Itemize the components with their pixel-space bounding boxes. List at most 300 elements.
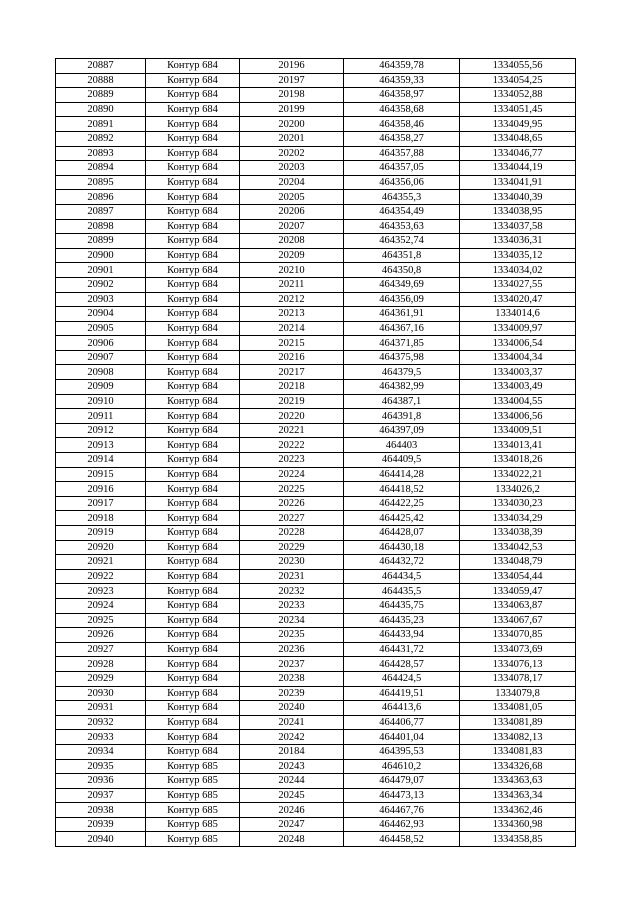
x-coordinate-cell: 464351,8 xyxy=(344,248,460,263)
x-coordinate-cell: 464352,74 xyxy=(344,234,460,249)
contour-cell: Контур 684 xyxy=(146,584,240,599)
table-row xyxy=(56,438,576,453)
y-coordinate-cell: 1334034,29 xyxy=(460,511,576,526)
contour-cell: Контур 684 xyxy=(146,307,240,322)
contour-cell: Контур 684 xyxy=(146,526,240,541)
table-row xyxy=(56,642,576,657)
vertex-number-cell: 20207 xyxy=(240,219,344,234)
x-coordinate-cell: 464414,28 xyxy=(344,467,460,482)
y-coordinate-cell: 1334052,88 xyxy=(460,88,576,103)
x-coordinate-cell: 464359,78 xyxy=(344,59,460,74)
table-row xyxy=(56,73,576,88)
vertex-number-cell: 20238 xyxy=(240,671,344,686)
x-coordinate-cell: 464435,5 xyxy=(344,584,460,599)
y-coordinate-cell: 1334078,17 xyxy=(460,671,576,686)
point-number-cell: 20924 xyxy=(56,598,146,613)
vertex-number-cell: 20237 xyxy=(240,657,344,672)
y-coordinate-cell: 1334009,97 xyxy=(460,321,576,336)
y-coordinate-cell: 1334362,46 xyxy=(460,803,576,818)
point-number-cell: 20889 xyxy=(56,88,146,103)
x-coordinate-cell: 464432,72 xyxy=(344,555,460,570)
point-number-cell: 20917 xyxy=(56,496,146,511)
x-coordinate-cell: 464387,1 xyxy=(344,394,460,409)
y-coordinate-cell: 1334035,12 xyxy=(460,248,576,263)
contour-cell: Контур 684 xyxy=(146,190,240,205)
point-number-cell: 20907 xyxy=(56,350,146,365)
table-row xyxy=(56,482,576,497)
point-number-cell: 20937 xyxy=(56,788,146,803)
vertex-number-cell: 20236 xyxy=(240,642,344,657)
vertex-number-cell: 20213 xyxy=(240,307,344,322)
table-row xyxy=(56,613,576,628)
contour-cell: Контур 684 xyxy=(146,102,240,117)
x-coordinate-cell: 464349,69 xyxy=(344,277,460,292)
contour-cell: Контур 684 xyxy=(146,715,240,730)
contour-cell: Контур 684 xyxy=(146,628,240,643)
x-coordinate-cell: 464357,05 xyxy=(344,161,460,176)
point-number-cell: 20908 xyxy=(56,365,146,380)
vertex-number-cell: 20217 xyxy=(240,365,344,380)
contour-cell: Контур 684 xyxy=(146,613,240,628)
y-coordinate-cell: 1334054,44 xyxy=(460,569,576,584)
x-coordinate-cell: 464406,77 xyxy=(344,715,460,730)
vertex-number-cell: 20201 xyxy=(240,131,344,146)
table-row xyxy=(56,584,576,599)
contour-cell: Контур 684 xyxy=(146,496,240,511)
vertex-number-cell: 20221 xyxy=(240,423,344,438)
y-coordinate-cell: 1334020,47 xyxy=(460,292,576,307)
table-row xyxy=(56,263,576,278)
point-number-cell: 20921 xyxy=(56,555,146,570)
point-number-cell: 20896 xyxy=(56,190,146,205)
vertex-number-cell: 20214 xyxy=(240,321,344,336)
table-row xyxy=(56,175,576,190)
point-number-cell: 20936 xyxy=(56,774,146,789)
x-coordinate-cell: 464435,75 xyxy=(344,598,460,613)
table-row xyxy=(56,598,576,613)
vertex-number-cell: 20215 xyxy=(240,336,344,351)
table-row xyxy=(56,788,576,803)
x-coordinate-cell: 464403 xyxy=(344,438,460,453)
table-row xyxy=(56,701,576,716)
y-coordinate-cell: 1334009,51 xyxy=(460,423,576,438)
point-number-cell: 20897 xyxy=(56,204,146,219)
point-number-cell: 20940 xyxy=(56,832,146,847)
contour-cell: Контур 684 xyxy=(146,204,240,219)
vertex-number-cell: 20212 xyxy=(240,292,344,307)
vertex-number-cell: 20244 xyxy=(240,774,344,789)
y-coordinate-cell: 1334027,55 xyxy=(460,277,576,292)
contour-cell: Контур 684 xyxy=(146,671,240,686)
vertex-number-cell: 20205 xyxy=(240,190,344,205)
y-coordinate-cell: 1334003,49 xyxy=(460,380,576,395)
contour-cell: Контур 684 xyxy=(146,540,240,555)
table-row xyxy=(56,817,576,832)
vertex-number-cell: 20218 xyxy=(240,380,344,395)
contour-cell: Контур 684 xyxy=(146,482,240,497)
contour-cell: Контур 684 xyxy=(146,467,240,482)
contour-cell: Контур 684 xyxy=(146,88,240,103)
point-number-cell: 20933 xyxy=(56,730,146,745)
vertex-number-cell: 20200 xyxy=(240,117,344,132)
contour-cell: Контур 684 xyxy=(146,336,240,351)
vertex-number-cell: 20203 xyxy=(240,161,344,176)
y-coordinate-cell: 1334326,68 xyxy=(460,759,576,774)
y-coordinate-cell: 1334070,85 xyxy=(460,628,576,643)
x-coordinate-cell: 464375,98 xyxy=(344,350,460,365)
point-number-cell: 20935 xyxy=(56,759,146,774)
x-coordinate-cell: 464358,27 xyxy=(344,131,460,146)
y-coordinate-cell: 1334055,56 xyxy=(460,59,576,74)
x-coordinate-cell: 464422,25 xyxy=(344,496,460,511)
point-number-cell: 20930 xyxy=(56,686,146,701)
point-number-cell: 20934 xyxy=(56,744,146,759)
y-coordinate-cell: 1334044,19 xyxy=(460,161,576,176)
y-coordinate-cell: 1334041,91 xyxy=(460,175,576,190)
contour-cell: Контур 684 xyxy=(146,511,240,526)
vertex-number-cell: 20220 xyxy=(240,409,344,424)
table-row xyxy=(56,131,576,146)
table-row xyxy=(56,219,576,234)
contour-cell: Контур 684 xyxy=(146,744,240,759)
contour-cell: Контур 684 xyxy=(146,642,240,657)
y-coordinate-cell: 1334048,79 xyxy=(460,555,576,570)
y-coordinate-cell: 1334040,39 xyxy=(460,190,576,205)
point-number-cell: 20899 xyxy=(56,234,146,249)
table-row xyxy=(56,394,576,409)
point-number-cell: 20939 xyxy=(56,817,146,832)
y-coordinate-cell: 1334034,02 xyxy=(460,263,576,278)
table-row xyxy=(56,380,576,395)
x-coordinate-cell: 464418,52 xyxy=(344,482,460,497)
y-coordinate-cell: 1334358,85 xyxy=(460,832,576,847)
x-coordinate-cell: 464467,76 xyxy=(344,803,460,818)
point-number-cell: 20887 xyxy=(56,59,146,74)
point-number-cell: 20912 xyxy=(56,423,146,438)
vertex-number-cell: 20235 xyxy=(240,628,344,643)
contour-cell: Контур 684 xyxy=(146,146,240,161)
y-coordinate-cell: 1334054,25 xyxy=(460,73,576,88)
y-coordinate-cell: 1334082,13 xyxy=(460,730,576,745)
x-coordinate-cell: 464354,49 xyxy=(344,204,460,219)
vertex-number-cell: 20208 xyxy=(240,234,344,249)
x-coordinate-cell: 464361,91 xyxy=(344,307,460,322)
y-coordinate-cell: 1334360,98 xyxy=(460,817,576,832)
vertex-number-cell: 20239 xyxy=(240,686,344,701)
point-number-cell: 20901 xyxy=(56,263,146,278)
x-coordinate-cell: 464395,53 xyxy=(344,744,460,759)
contour-cell: Контур 684 xyxy=(146,409,240,424)
point-number-cell: 20891 xyxy=(56,117,146,132)
vertex-number-cell: 20184 xyxy=(240,744,344,759)
contour-cell: Контур 684 xyxy=(146,423,240,438)
x-coordinate-cell: 464462,93 xyxy=(344,817,460,832)
x-coordinate-cell: 464397,09 xyxy=(344,423,460,438)
x-coordinate-cell: 464425,42 xyxy=(344,511,460,526)
point-number-cell: 20893 xyxy=(56,146,146,161)
table-row xyxy=(56,628,576,643)
point-number-cell: 20938 xyxy=(56,803,146,818)
contour-cell: Контур 685 xyxy=(146,759,240,774)
y-coordinate-cell: 1334003,37 xyxy=(460,365,576,380)
vertex-number-cell: 20222 xyxy=(240,438,344,453)
x-coordinate-cell: 464358,68 xyxy=(344,102,460,117)
vertex-number-cell: 20210 xyxy=(240,263,344,278)
vertex-number-cell: 20223 xyxy=(240,453,344,468)
vertex-number-cell: 20206 xyxy=(240,204,344,219)
y-coordinate-cell: 1334059,47 xyxy=(460,584,576,599)
table-row xyxy=(56,321,576,336)
vertex-number-cell: 20246 xyxy=(240,803,344,818)
point-number-cell: 20895 xyxy=(56,175,146,190)
vertex-number-cell: 20231 xyxy=(240,569,344,584)
contour-cell: Контур 684 xyxy=(146,686,240,701)
x-coordinate-cell: 464610,2 xyxy=(344,759,460,774)
table-row xyxy=(56,526,576,541)
y-coordinate-cell: 1334081,83 xyxy=(460,744,576,759)
contour-cell: Контур 684 xyxy=(146,219,240,234)
x-coordinate-cell: 464358,97 xyxy=(344,88,460,103)
point-number-cell: 20931 xyxy=(56,701,146,716)
x-coordinate-cell: 464357,88 xyxy=(344,146,460,161)
point-number-cell: 20925 xyxy=(56,613,146,628)
contour-cell: Контур 684 xyxy=(146,453,240,468)
table-row xyxy=(56,803,576,818)
vertex-number-cell: 20226 xyxy=(240,496,344,511)
y-coordinate-cell: 1334067,67 xyxy=(460,613,576,628)
x-coordinate-cell: 464401,04 xyxy=(344,730,460,745)
vertex-number-cell: 20229 xyxy=(240,540,344,555)
contour-cell: Контур 684 xyxy=(146,438,240,453)
table-row xyxy=(56,511,576,526)
table-row xyxy=(56,423,576,438)
y-coordinate-cell: 1334363,63 xyxy=(460,774,576,789)
point-number-cell: 20911 xyxy=(56,409,146,424)
y-coordinate-cell: 1334004,55 xyxy=(460,394,576,409)
point-number-cell: 20915 xyxy=(56,467,146,482)
vertex-number-cell: 20248 xyxy=(240,832,344,847)
y-coordinate-cell: 1334363,34 xyxy=(460,788,576,803)
contour-cell: Контур 684 xyxy=(146,161,240,176)
vertex-number-cell: 20216 xyxy=(240,350,344,365)
vertex-number-cell: 20202 xyxy=(240,146,344,161)
x-coordinate-cell: 464409,5 xyxy=(344,453,460,468)
x-coordinate-cell: 464356,06 xyxy=(344,175,460,190)
point-number-cell: 20890 xyxy=(56,102,146,117)
table-row xyxy=(56,102,576,117)
table-row xyxy=(56,292,576,307)
x-coordinate-cell: 464419,51 xyxy=(344,686,460,701)
contour-cell: Контур 684 xyxy=(146,380,240,395)
table-row xyxy=(56,569,576,584)
vertex-number-cell: 20232 xyxy=(240,584,344,599)
vertex-number-cell: 20199 xyxy=(240,102,344,117)
x-coordinate-cell: 464371,85 xyxy=(344,336,460,351)
table-row xyxy=(56,277,576,292)
vertex-number-cell: 20241 xyxy=(240,715,344,730)
point-number-cell: 20888 xyxy=(56,73,146,88)
x-coordinate-cell: 464479,07 xyxy=(344,774,460,789)
vertex-number-cell: 20219 xyxy=(240,394,344,409)
contour-cell: Контур 684 xyxy=(146,350,240,365)
point-number-cell: 20920 xyxy=(56,540,146,555)
y-coordinate-cell: 1334014,6 xyxy=(460,307,576,322)
point-number-cell: 20923 xyxy=(56,584,146,599)
point-number-cell: 20914 xyxy=(56,453,146,468)
y-coordinate-cell: 1334038,95 xyxy=(460,204,576,219)
y-coordinate-cell: 1334048,65 xyxy=(460,131,576,146)
y-coordinate-cell: 1334006,56 xyxy=(460,409,576,424)
table-row xyxy=(56,832,576,847)
x-coordinate-cell: 464434,5 xyxy=(344,569,460,584)
y-coordinate-cell: 1334079,8 xyxy=(460,686,576,701)
y-coordinate-cell: 1334036,31 xyxy=(460,234,576,249)
x-coordinate-cell: 464431,72 xyxy=(344,642,460,657)
point-number-cell: 20928 xyxy=(56,657,146,672)
y-coordinate-cell: 1334018,26 xyxy=(460,453,576,468)
vertex-number-cell: 20243 xyxy=(240,759,344,774)
contour-cell: Контур 684 xyxy=(146,730,240,745)
point-number-cell: 20927 xyxy=(56,642,146,657)
vertex-number-cell: 20247 xyxy=(240,817,344,832)
x-coordinate-cell: 464367,16 xyxy=(344,321,460,336)
contour-cell: Контур 685 xyxy=(146,774,240,789)
point-number-cell: 20892 xyxy=(56,131,146,146)
table-row xyxy=(56,365,576,380)
table-row xyxy=(56,759,576,774)
point-number-cell: 20922 xyxy=(56,569,146,584)
table-row xyxy=(56,744,576,759)
contour-cell: Контур 684 xyxy=(146,277,240,292)
x-coordinate-cell: 464473,13 xyxy=(344,788,460,803)
x-coordinate-cell: 464424,5 xyxy=(344,671,460,686)
contour-cell: Контур 684 xyxy=(146,175,240,190)
y-coordinate-cell: 1334038,39 xyxy=(460,526,576,541)
vertex-number-cell: 20228 xyxy=(240,526,344,541)
table-row xyxy=(56,730,576,745)
x-coordinate-cell: 464358,46 xyxy=(344,117,460,132)
table-row xyxy=(56,117,576,132)
contour-cell: Контур 684 xyxy=(146,292,240,307)
vertex-number-cell: 20240 xyxy=(240,701,344,716)
y-coordinate-cell: 1334013,41 xyxy=(460,438,576,453)
x-coordinate-cell: 464379,5 xyxy=(344,365,460,380)
point-number-cell: 20898 xyxy=(56,219,146,234)
x-coordinate-cell: 464430,18 xyxy=(344,540,460,555)
point-number-cell: 20905 xyxy=(56,321,146,336)
x-coordinate-cell: 464428,07 xyxy=(344,526,460,541)
x-coordinate-cell: 464359,33 xyxy=(344,73,460,88)
table-row xyxy=(56,686,576,701)
x-coordinate-cell: 464355,3 xyxy=(344,190,460,205)
contour-cell: Контур 684 xyxy=(146,701,240,716)
table-row xyxy=(56,350,576,365)
point-number-cell: 20903 xyxy=(56,292,146,307)
x-coordinate-cell: 464413,6 xyxy=(344,701,460,716)
x-coordinate-cell: 464353,63 xyxy=(344,219,460,234)
coordinates-table xyxy=(55,58,576,847)
contour-cell: Контур 685 xyxy=(146,788,240,803)
point-number-cell: 20894 xyxy=(56,161,146,176)
y-coordinate-cell: 1334073,69 xyxy=(460,642,576,657)
vertex-number-cell: 20224 xyxy=(240,467,344,482)
contour-cell: Контур 684 xyxy=(146,263,240,278)
point-number-cell: 20909 xyxy=(56,380,146,395)
table-row xyxy=(56,409,576,424)
point-number-cell: 20900 xyxy=(56,248,146,263)
vertex-number-cell: 20196 xyxy=(240,59,344,74)
table-row xyxy=(56,540,576,555)
table-row xyxy=(56,59,576,74)
point-number-cell: 20919 xyxy=(56,526,146,541)
contour-cell: Контур 684 xyxy=(146,117,240,132)
y-coordinate-cell: 1334081,89 xyxy=(460,715,576,730)
contour-cell: Контур 685 xyxy=(146,832,240,847)
y-coordinate-cell: 1334051,45 xyxy=(460,102,576,117)
y-coordinate-cell: 1334046,77 xyxy=(460,146,576,161)
contour-cell: Контур 684 xyxy=(146,59,240,74)
table-row xyxy=(56,774,576,789)
table-row xyxy=(56,657,576,672)
x-coordinate-cell: 464356,09 xyxy=(344,292,460,307)
table-row xyxy=(56,88,576,103)
contour-cell: Контур 685 xyxy=(146,817,240,832)
point-number-cell: 20916 xyxy=(56,482,146,497)
point-number-cell: 20910 xyxy=(56,394,146,409)
x-coordinate-cell: 464428,57 xyxy=(344,657,460,672)
x-coordinate-cell: 464391,8 xyxy=(344,409,460,424)
point-number-cell: 20918 xyxy=(56,511,146,526)
y-coordinate-cell: 1334030,23 xyxy=(460,496,576,511)
contour-cell: Контур 684 xyxy=(146,131,240,146)
vertex-number-cell: 20225 xyxy=(240,482,344,497)
y-coordinate-cell: 1334022,21 xyxy=(460,467,576,482)
table-row xyxy=(56,146,576,161)
y-coordinate-cell: 1334006,54 xyxy=(460,336,576,351)
point-number-cell: 20932 xyxy=(56,715,146,730)
table-row xyxy=(56,307,576,322)
contour-cell: Контур 684 xyxy=(146,73,240,88)
contour-cell: Контур 684 xyxy=(146,598,240,613)
y-coordinate-cell: 1334042,53 xyxy=(460,540,576,555)
contour-cell: Контур 684 xyxy=(146,569,240,584)
table-row xyxy=(56,234,576,249)
vertex-number-cell: 20204 xyxy=(240,175,344,190)
coordinates-table-body xyxy=(56,59,576,847)
table-row xyxy=(56,555,576,570)
table-row xyxy=(56,190,576,205)
table-row xyxy=(56,467,576,482)
table-row xyxy=(56,204,576,219)
point-number-cell: 20902 xyxy=(56,277,146,292)
y-coordinate-cell: 1334004,34 xyxy=(460,350,576,365)
x-coordinate-cell: 464433,94 xyxy=(344,628,460,643)
table-row xyxy=(56,496,576,511)
vertex-number-cell: 20234 xyxy=(240,613,344,628)
table-row xyxy=(56,453,576,468)
vertex-number-cell: 20198 xyxy=(240,88,344,103)
y-coordinate-cell: 1334063,87 xyxy=(460,598,576,613)
vertex-number-cell: 20245 xyxy=(240,788,344,803)
contour-cell: Контур 684 xyxy=(146,234,240,249)
contour-cell: Контур 684 xyxy=(146,555,240,570)
point-number-cell: 20926 xyxy=(56,628,146,643)
x-coordinate-cell: 464435,23 xyxy=(344,613,460,628)
point-number-cell: 20906 xyxy=(56,336,146,351)
contour-cell: Контур 684 xyxy=(146,394,240,409)
x-coordinate-cell: 464458,52 xyxy=(344,832,460,847)
vertex-number-cell: 20242 xyxy=(240,730,344,745)
